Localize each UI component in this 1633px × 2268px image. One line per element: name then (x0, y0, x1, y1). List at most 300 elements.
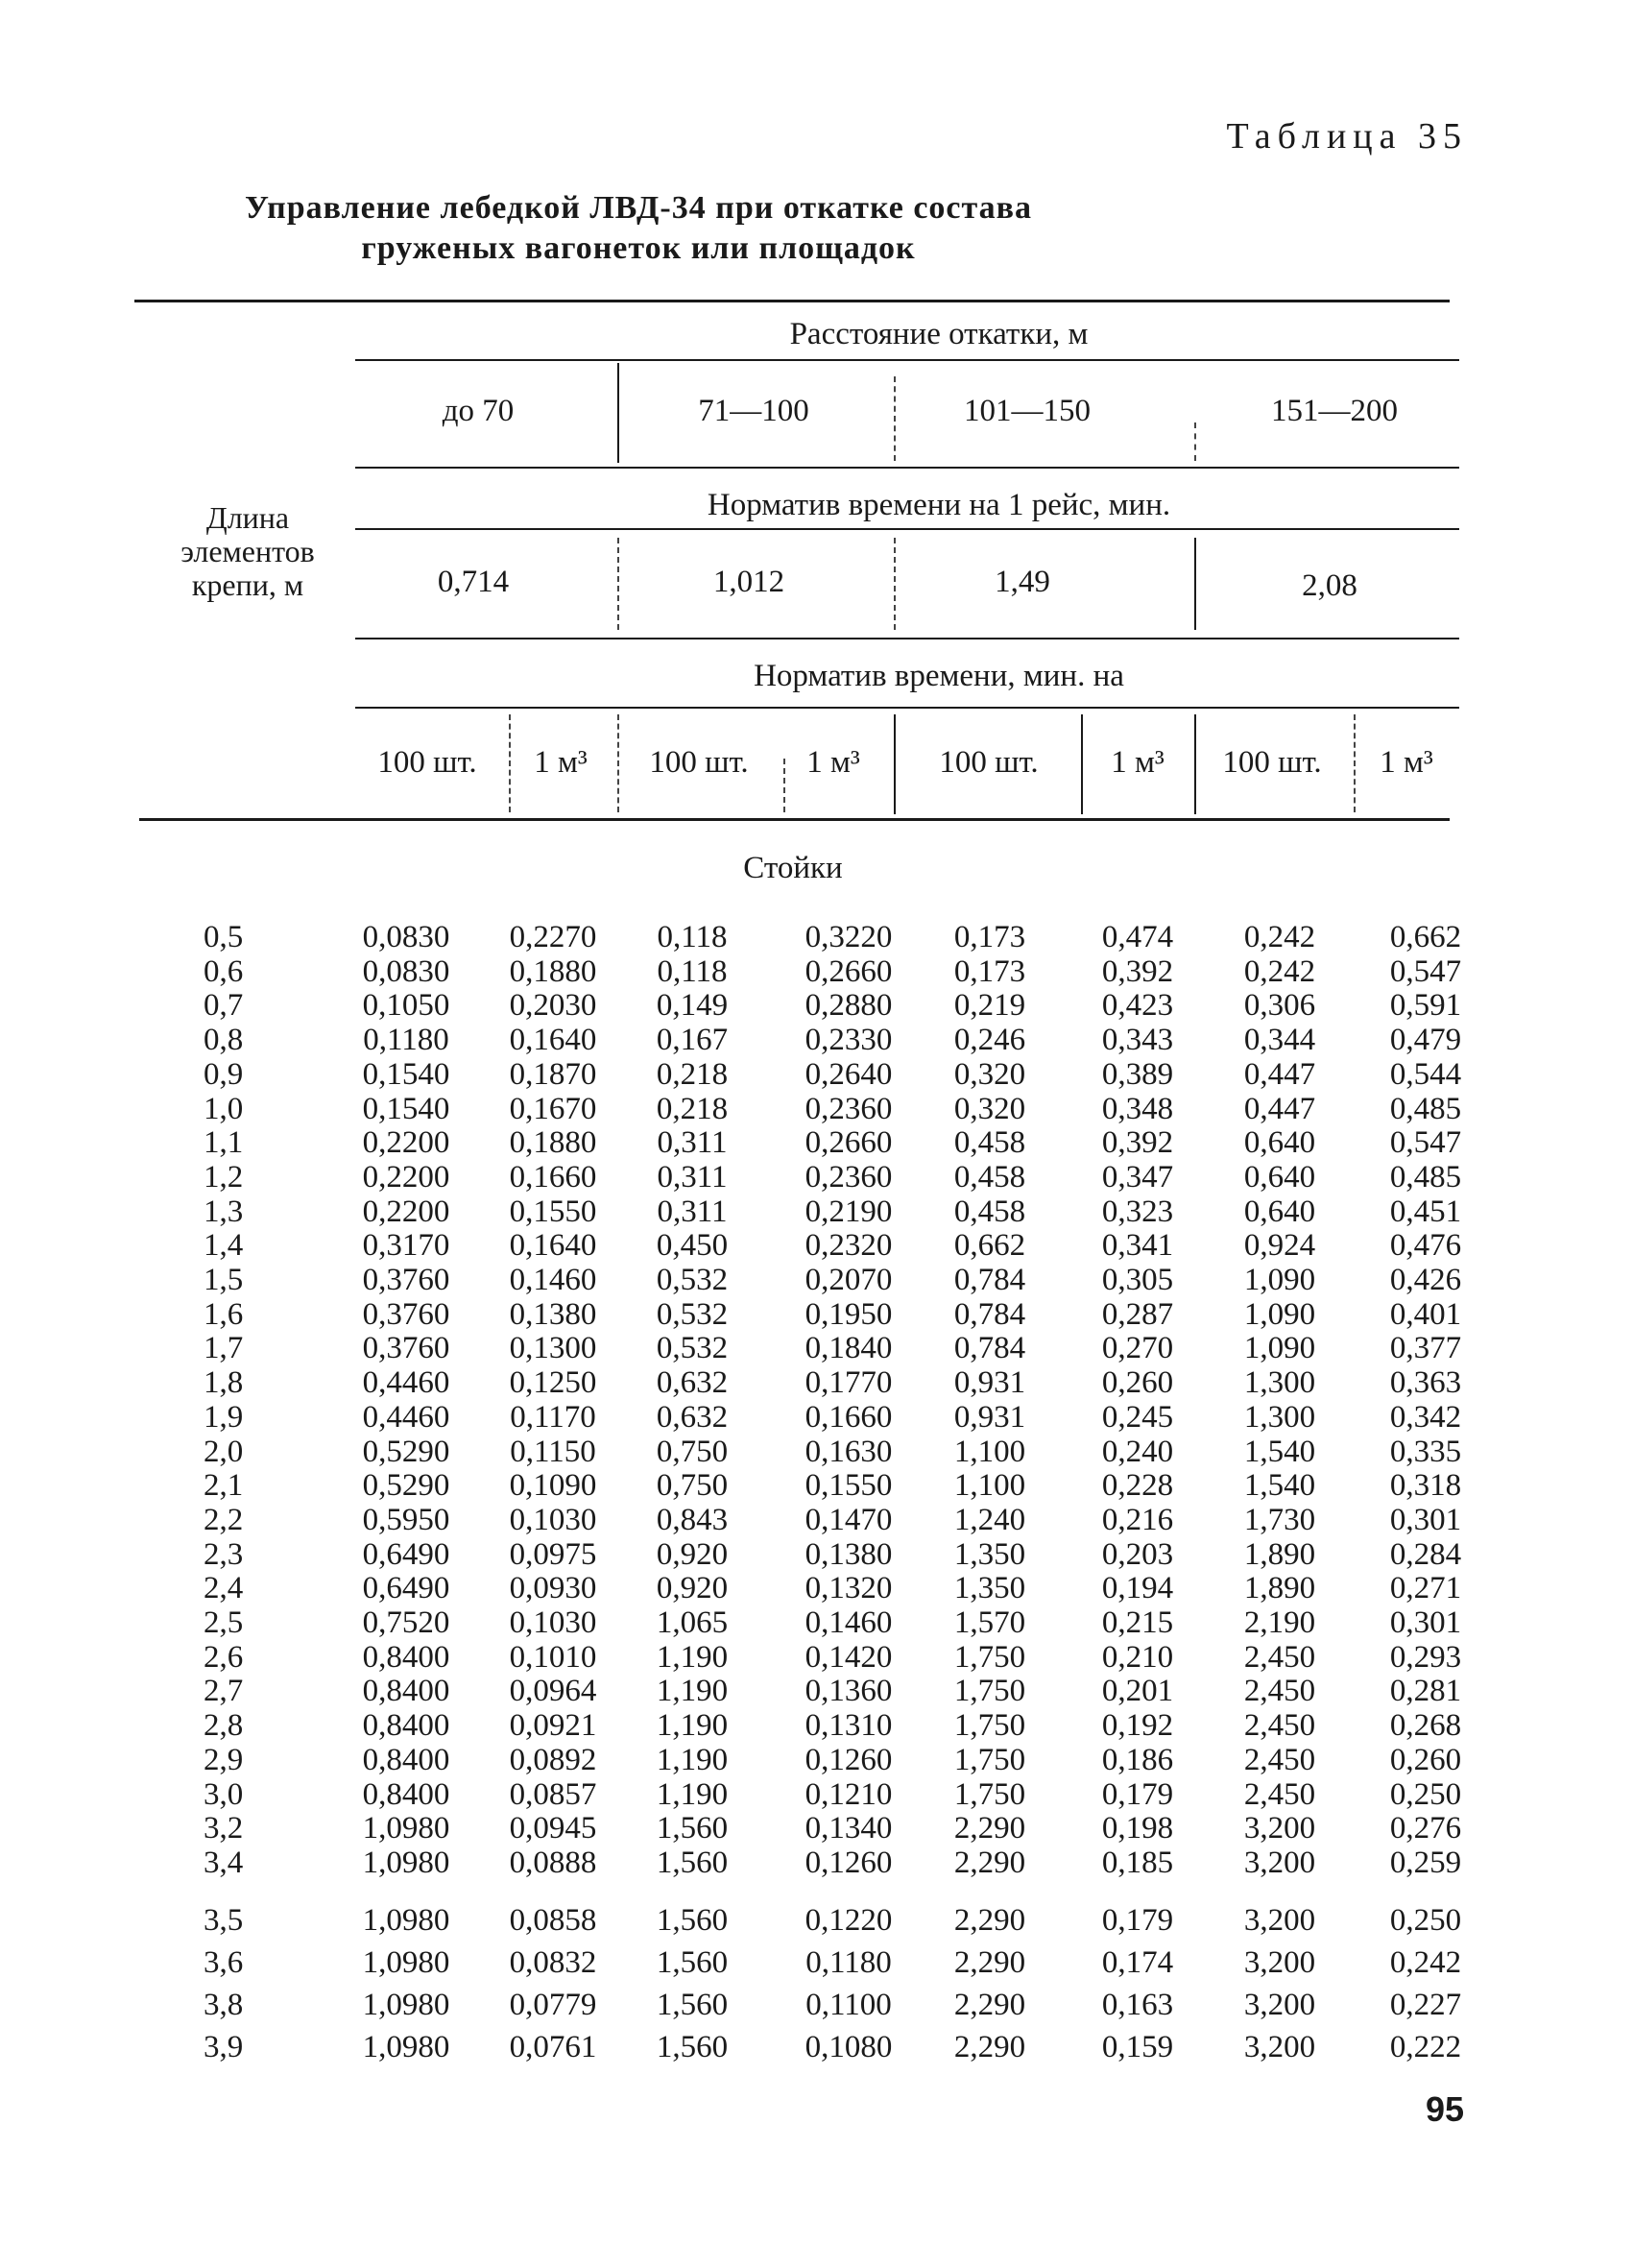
table-cell: 0,843 (656, 1502, 729, 1537)
unit-header-4: 1 м³ (806, 745, 860, 780)
table-cell: 0,2190 (804, 1194, 893, 1229)
table-cell: 0,401 (1389, 1296, 1462, 1332)
table-row (0, 1194, 1633, 1233)
table-cell: 0,924 (1243, 1228, 1316, 1264)
table-cell: 1,560 (656, 1903, 729, 1938)
table-cell: 0,163 (1101, 1988, 1174, 2022)
table-cell: 0,250 (1389, 1903, 1462, 1938)
table-cell: 0,1660 (509, 1159, 597, 1194)
table-row (0, 1605, 1633, 1644)
table-cell: 2,290 (953, 1845, 1026, 1880)
table-cell: 0,281 (1389, 1674, 1462, 1709)
table-cell: 0,311 (657, 1194, 728, 1229)
table-cell: 0,1420 (804, 1639, 893, 1675)
table-cell: 0,0888 (509, 1845, 597, 1880)
table-cell: 0,750 (656, 1434, 729, 1469)
table-cell: 0,0857 (509, 1776, 597, 1812)
table-cell: 0,320 (953, 1056, 1026, 1092)
table-cell: 0,174 (1101, 1945, 1174, 1980)
table-cell: 0,662 (1389, 920, 1462, 954)
table-cell: 0,750 (656, 1468, 729, 1504)
table-cell: 0,532 (656, 1263, 729, 1297)
title-line-2: груженых вагонеток или площадок (361, 230, 916, 266)
distance-separator-1 (617, 363, 619, 463)
table-cell: 0,1880 (509, 953, 597, 989)
row-length-cell: 0,9 (204, 1056, 244, 1092)
table-cell: 0,1550 (509, 1194, 597, 1229)
table-row (0, 1331, 1633, 1369)
distance-range-1: до 70 (442, 394, 515, 428)
table-cell: 2,450 (1243, 1674, 1316, 1709)
table-cell: 0,222 (1389, 2030, 1462, 2064)
table-cell: 0,2360 (804, 1159, 893, 1194)
table-cell: 0,173 (953, 953, 1026, 989)
table-row (0, 1468, 1633, 1507)
row-length-cell: 1,5 (204, 1263, 244, 1297)
table-cell: 0,1380 (509, 1296, 597, 1332)
table-cell: 0,4460 (362, 1365, 450, 1401)
table-cell: 0,447 (1243, 1091, 1316, 1126)
table-cell: 0,640 (1243, 1125, 1316, 1161)
table-cell: 0,547 (1389, 1125, 1462, 1161)
table-cell: 1,0980 (362, 1945, 450, 1980)
table-cell: 0,476 (1389, 1228, 1462, 1264)
table-cell: 0,2200 (362, 1125, 450, 1161)
table-cell: 0,179 (1101, 1903, 1174, 1938)
table-cell: 0,343 (1101, 1023, 1174, 1058)
table-cell: 0,363 (1389, 1365, 1462, 1401)
table-cell: 0,632 (656, 1365, 729, 1401)
table-cell: 0,1640 (509, 1023, 597, 1058)
table-row (0, 1023, 1633, 1061)
table-cell: 1,890 (1243, 1536, 1316, 1572)
table-cell: 1,350 (953, 1536, 1026, 1572)
table-cell: 0,1080 (804, 2030, 893, 2064)
table-cell: 1,190 (656, 1776, 729, 1812)
table-cell: 0,284 (1389, 1536, 1462, 1572)
trip-separator-2 (894, 538, 896, 630)
table-cell: 0,260 (1101, 1365, 1174, 1401)
table-cell: 0,347 (1101, 1159, 1174, 1194)
table-cell: 0,2320 (804, 1228, 893, 1264)
table-cell: 1,090 (1243, 1296, 1316, 1332)
table-cell: 0,268 (1389, 1708, 1462, 1744)
table-cell: 0,0945 (509, 1811, 597, 1846)
page-number: 95 (1425, 2089, 1464, 2129)
table-cell: 0,0930 (509, 1571, 597, 1606)
table-cell: 0,392 (1101, 1125, 1174, 1161)
trip-title-rule (355, 528, 1459, 530)
table-cell: 0,1950 (804, 1296, 893, 1332)
row-length-cell: 2,1 (204, 1468, 244, 1504)
row-length-cell: 0,6 (204, 953, 244, 989)
table-cell: 0,341 (1101, 1228, 1174, 1264)
table-cell: 0,451 (1389, 1194, 1462, 1229)
table-cell: 0,179 (1101, 1776, 1174, 1812)
table-cell: 1,560 (656, 1945, 729, 1980)
table-cell: 0,485 (1389, 1091, 1462, 1126)
unit-header-3: 100 шт. (649, 745, 749, 780)
table-top-rule (134, 300, 1450, 302)
table-cell: 0,1050 (362, 988, 450, 1024)
table-cell: 0,784 (953, 1263, 1026, 1297)
table-cell: 0,201 (1101, 1674, 1174, 1709)
table-row (0, 1297, 1633, 1336)
unit-separator-2 (617, 714, 619, 812)
table-cell: 0,1180 (805, 1945, 892, 1980)
table-cell: 0,1320 (804, 1571, 893, 1606)
table-cell: 0,479 (1389, 1023, 1462, 1058)
trip-separator-3 (1194, 538, 1196, 630)
table-cell: 0,3760 (362, 1263, 450, 1297)
table-cell: 0,7520 (362, 1605, 450, 1640)
distance-title: Расстояние откатки, м (789, 317, 1089, 351)
table-row (0, 988, 1633, 1026)
table-cell: 0,1300 (509, 1331, 597, 1366)
header-bottom-rule (139, 818, 1450, 821)
table-row (0, 1228, 1633, 1267)
table-cell: 0,450 (656, 1228, 729, 1264)
table-cell: 0,311 (657, 1125, 728, 1161)
table-cell: 0,4460 (362, 1399, 450, 1435)
distance-title-rule (355, 359, 1459, 361)
table-cell: 1,570 (953, 1605, 1026, 1640)
table-row (0, 954, 1633, 993)
table-cell: 0,0975 (509, 1536, 597, 1572)
unit-header-8: 1 м³ (1380, 745, 1433, 780)
table-row (0, 1263, 1633, 1301)
table-cell: 1,560 (656, 1845, 729, 1880)
table-cell: 2,290 (953, 1988, 1026, 2022)
table-cell: 0,1030 (509, 1502, 597, 1537)
table-cell: 0,1660 (804, 1399, 893, 1435)
table-cell: 0,1470 (804, 1502, 893, 1537)
row-length-cell: 0,8 (204, 1023, 244, 1058)
table-cell: 0,301 (1389, 1502, 1462, 1537)
row-length-cell: 2,4 (204, 1571, 244, 1606)
trip-norm-1: 0,714 (437, 565, 510, 599)
table-row (0, 1057, 1633, 1096)
row-length-cell: 1,7 (204, 1331, 244, 1366)
table-row (0, 1503, 1633, 1541)
table-cell: 0,305 (1101, 1263, 1174, 1297)
table-cell: 0,474 (1101, 920, 1174, 954)
table-cell: 1,240 (953, 1502, 1026, 1537)
table-cell: 0,210 (1101, 1639, 1174, 1675)
table-cell: 0,1170 (510, 1399, 596, 1435)
table-row (0, 920, 1633, 958)
table-cell: 0,1260 (804, 1742, 893, 1777)
row-length-cell: 3,0 (204, 1776, 244, 1812)
table-cell: 0,640 (1243, 1159, 1316, 1194)
row-length-cell: 3,8 (204, 1988, 244, 2022)
table-cell: 0,1540 (362, 1056, 450, 1092)
distance-range-4: 151—200 (1271, 394, 1398, 428)
table-title (0, 188, 1277, 269)
table-cell: 1,190 (656, 1742, 729, 1777)
table-cell: 0,219 (953, 988, 1026, 1024)
table-row (0, 1743, 1633, 1781)
unit-title-rule (355, 707, 1459, 709)
table-cell: 0,0779 (509, 1988, 597, 2022)
table-cell: 0,259 (1389, 1845, 1462, 1880)
table-cell: 0,1010 (509, 1639, 597, 1675)
row-header-line-1: Длина (205, 500, 290, 535)
table-cell: 0,1090 (509, 1468, 597, 1504)
table-cell: 0,532 (656, 1331, 729, 1366)
row-length-cell: 2,0 (204, 1434, 244, 1469)
table-cell: 1,890 (1243, 1571, 1316, 1606)
table-cell: 2,190 (1243, 1605, 1316, 1640)
table-cell: 0,342 (1389, 1399, 1462, 1435)
table-cell: 1,750 (953, 1742, 1026, 1777)
unit-separator-7 (1354, 714, 1356, 812)
table-cell: 0,389 (1101, 1056, 1174, 1092)
distance-ranges-rule (355, 467, 1459, 469)
table-row (0, 1846, 1633, 1884)
table-cell: 1,560 (656, 2030, 729, 2064)
table-cell: 0,447 (1243, 1056, 1316, 1092)
table-cell: 0,2880 (804, 988, 893, 1024)
row-length-cell: 2,3 (204, 1536, 244, 1572)
table-cell: 1,0980 (362, 1903, 450, 1938)
unit-separator-5 (1081, 714, 1083, 814)
table-row (0, 2030, 1633, 2068)
table-cell: 0,227 (1389, 1988, 1462, 2022)
table-cell: 1,0980 (362, 2030, 450, 2064)
table-cell: 0,1150 (510, 1434, 596, 1469)
table-cell: 0,1870 (509, 1056, 597, 1092)
distance-range-2: 71—100 (698, 394, 809, 428)
table-cell: 0,591 (1389, 988, 1462, 1024)
table-cell: 0,1460 (804, 1605, 893, 1640)
table-cell: 0,1770 (804, 1365, 893, 1401)
table-cell: 0,218 (656, 1056, 729, 1092)
row-header (152, 501, 344, 602)
table-cell: 0,0921 (509, 1708, 597, 1744)
table-row (0, 1903, 1633, 1942)
table-row (0, 1811, 1633, 1849)
row-length-cell: 3,6 (204, 1945, 244, 1980)
table-cell: 0,186 (1101, 1742, 1174, 1777)
table-cell: 3,200 (1243, 1845, 1316, 1880)
row-length-cell: 2,6 (204, 1639, 244, 1675)
table-cell: 0,5290 (362, 1468, 450, 1504)
row-length-cell: 1,2 (204, 1159, 244, 1194)
table-cell: 3,200 (1243, 1811, 1316, 1846)
table-cell: 0,2660 (804, 1125, 893, 1161)
table-cell: 1,730 (1243, 1502, 1316, 1537)
table-cell: 0,1640 (509, 1228, 597, 1264)
table-cell: 0,2640 (804, 1056, 893, 1092)
trip-norm-4: 2,08 (1302, 568, 1357, 603)
table-cell: 1,300 (1243, 1399, 1316, 1435)
trip-separator-1 (617, 538, 619, 630)
table-cell: 0,287 (1101, 1296, 1174, 1332)
table-cell: 0,377 (1389, 1331, 1462, 1366)
row-length-cell: 1,9 (204, 1399, 244, 1435)
table-cell: 0,0832 (509, 1945, 597, 1980)
table-cell: 2,450 (1243, 1776, 1316, 1812)
table-row (0, 1400, 1633, 1438)
table-cell: 1,540 (1243, 1434, 1316, 1469)
table-cell: 0,2330 (804, 1023, 893, 1058)
table-cell: 2,450 (1243, 1742, 1316, 1777)
table-cell: 1,090 (1243, 1263, 1316, 1297)
table-cell: 0,118 (657, 920, 728, 954)
row-length-cell: 1,8 (204, 1365, 244, 1401)
table-cell: 0,1670 (509, 1091, 597, 1126)
row-length-cell: 0,7 (204, 988, 244, 1024)
table-cell: 0,192 (1101, 1708, 1174, 1744)
table-cell: 1,100 (953, 1434, 1026, 1469)
table-cell: 0,271 (1389, 1571, 1462, 1606)
table-cell: 3,200 (1243, 2030, 1316, 2064)
table-row (0, 1435, 1633, 1473)
table-label: Таблица 35 (1226, 116, 1468, 157)
table-cell: 0,301 (1389, 1605, 1462, 1640)
table-cell: 0,784 (953, 1296, 1026, 1332)
table-row (0, 1674, 1633, 1712)
table-cell: 0,2360 (804, 1091, 893, 1126)
table-cell: 0,1840 (804, 1331, 893, 1366)
table-cell: 0,0858 (509, 1903, 597, 1938)
table-cell: 0,194 (1101, 1571, 1174, 1606)
table-cell: 0,1880 (509, 1125, 597, 1161)
table-cell: 0,920 (656, 1536, 729, 1572)
row-length-cell: 1,0 (204, 1091, 244, 1126)
trip-norm-2: 1,012 (712, 565, 785, 599)
trip-norm-3: 1,49 (995, 565, 1050, 599)
table-cell: 0,3170 (362, 1228, 450, 1264)
table-cell: 0,1100 (805, 1988, 892, 2022)
table-cell: 0,423 (1101, 988, 1174, 1024)
table-cell: 1,100 (953, 1468, 1026, 1504)
table-cell: 1,750 (953, 1639, 1026, 1675)
table-cell: 0,0761 (509, 2030, 597, 2064)
table-row (0, 1125, 1633, 1164)
table-cell: 3,200 (1243, 1945, 1316, 1980)
table-cell: 0,5950 (362, 1502, 450, 1537)
table-cell: 0,8400 (362, 1776, 450, 1812)
table-cell: 0,245 (1101, 1399, 1174, 1435)
table-cell: 0,2200 (362, 1194, 450, 1229)
table-cell: 1,090 (1243, 1331, 1316, 1366)
table-cell: 0,242 (1243, 920, 1316, 954)
table-cell: 0,920 (656, 1571, 729, 1606)
table-cell: 0,344 (1243, 1023, 1316, 1058)
table-cell: 0,240 (1101, 1434, 1174, 1469)
unit-header-6: 1 м³ (1111, 745, 1165, 780)
table-cell: 2,290 (953, 1903, 1026, 1938)
table-cell: 0,203 (1101, 1536, 1174, 1572)
table-cell: 3,200 (1243, 1988, 1316, 2022)
table-cell: 0,1630 (804, 1434, 893, 1469)
table-cell: 0,348 (1101, 1091, 1174, 1126)
unit-header-1: 100 шт. (377, 745, 477, 780)
table-cell: 0,270 (1101, 1331, 1174, 1366)
table-cell: 0,246 (953, 1023, 1026, 1058)
table-cell: 0,167 (656, 1023, 729, 1058)
table-cell: 2,450 (1243, 1708, 1316, 1744)
table-cell: 0,532 (656, 1296, 729, 1332)
row-length-cell: 2,5 (204, 1605, 244, 1640)
table-cell: 0,8400 (362, 1674, 450, 1709)
table-cell: 0,173 (953, 920, 1026, 954)
table-cell: 0,185 (1101, 1845, 1174, 1880)
table-cell: 1,065 (656, 1605, 729, 1640)
table-cell: 1,190 (656, 1708, 729, 1744)
table-row (0, 1092, 1633, 1130)
table-cell: 0,0830 (362, 920, 450, 954)
table-cell: 0,784 (953, 1331, 1026, 1366)
table-cell: 2,290 (953, 2030, 1026, 2064)
table-cell: 0,293 (1389, 1639, 1462, 1675)
table-row (0, 1708, 1633, 1747)
table-cell: 0,392 (1101, 953, 1174, 989)
table-cell: 0,8400 (362, 1742, 450, 1777)
table-cell: 0,458 (953, 1194, 1026, 1229)
row-length-cell: 3,9 (204, 2030, 244, 2064)
table-cell: 0,1250 (509, 1365, 597, 1401)
table-cell: 0,0964 (509, 1674, 597, 1709)
table-cell: 0,662 (953, 1228, 1026, 1264)
table-cell: 0,5290 (362, 1434, 450, 1469)
table-cell: 0,215 (1101, 1605, 1174, 1640)
table-cell: 0,218 (656, 1091, 729, 1126)
table-cell: 1,190 (656, 1639, 729, 1675)
table-cell: 1,750 (953, 1776, 1026, 1812)
table-cell: 0,3760 (362, 1296, 450, 1332)
distance-range-3: 101—150 (964, 394, 1091, 428)
table-cell: 0,8400 (362, 1639, 450, 1675)
table-cell: 0,0830 (362, 953, 450, 989)
table-row (0, 1160, 1633, 1198)
table-cell: 0,320 (953, 1091, 1026, 1126)
row-length-cell: 2,2 (204, 1502, 244, 1537)
trip-norm-title: Норматив времени на 1 рейс, мин. (707, 488, 1171, 522)
table-cell: 0,6490 (362, 1536, 450, 1572)
table-cell: 0,323 (1101, 1194, 1174, 1229)
table-cell: 0,0892 (509, 1742, 597, 1777)
table-cell: 0,8400 (362, 1708, 450, 1744)
table-cell: 1,0980 (362, 1845, 450, 1880)
table-cell: 0,1260 (804, 1845, 893, 1880)
section-title: Стойки (743, 851, 843, 885)
unit-separator-6 (1194, 714, 1196, 814)
table-row (0, 1365, 1633, 1404)
table-cell: 0,640 (1243, 1194, 1316, 1229)
table-cell: 0,198 (1101, 1811, 1174, 1846)
table-cell: 0,6490 (362, 1571, 450, 1606)
table-cell: 0,118 (657, 953, 728, 989)
table-row (0, 1640, 1633, 1678)
row-length-cell: 2,8 (204, 1708, 244, 1744)
table-cell: 0,260 (1389, 1742, 1462, 1777)
unit-header-5: 100 шт. (939, 745, 1039, 780)
table-cell: 0,3220 (804, 920, 893, 954)
row-length-cell: 1,6 (204, 1296, 244, 1332)
table-cell: 0,250 (1389, 1776, 1462, 1812)
table-cell: 0,1220 (804, 1903, 893, 1938)
table-cell: 0,1460 (509, 1263, 597, 1297)
table-row (0, 1777, 1633, 1816)
table-cell: 1,750 (953, 1708, 1026, 1744)
table-cell: 0,1030 (509, 1605, 597, 1640)
unit-separator-1 (509, 714, 511, 812)
table-cell: 2,290 (953, 1811, 1026, 1846)
table-cell: 1,300 (1243, 1365, 1316, 1401)
